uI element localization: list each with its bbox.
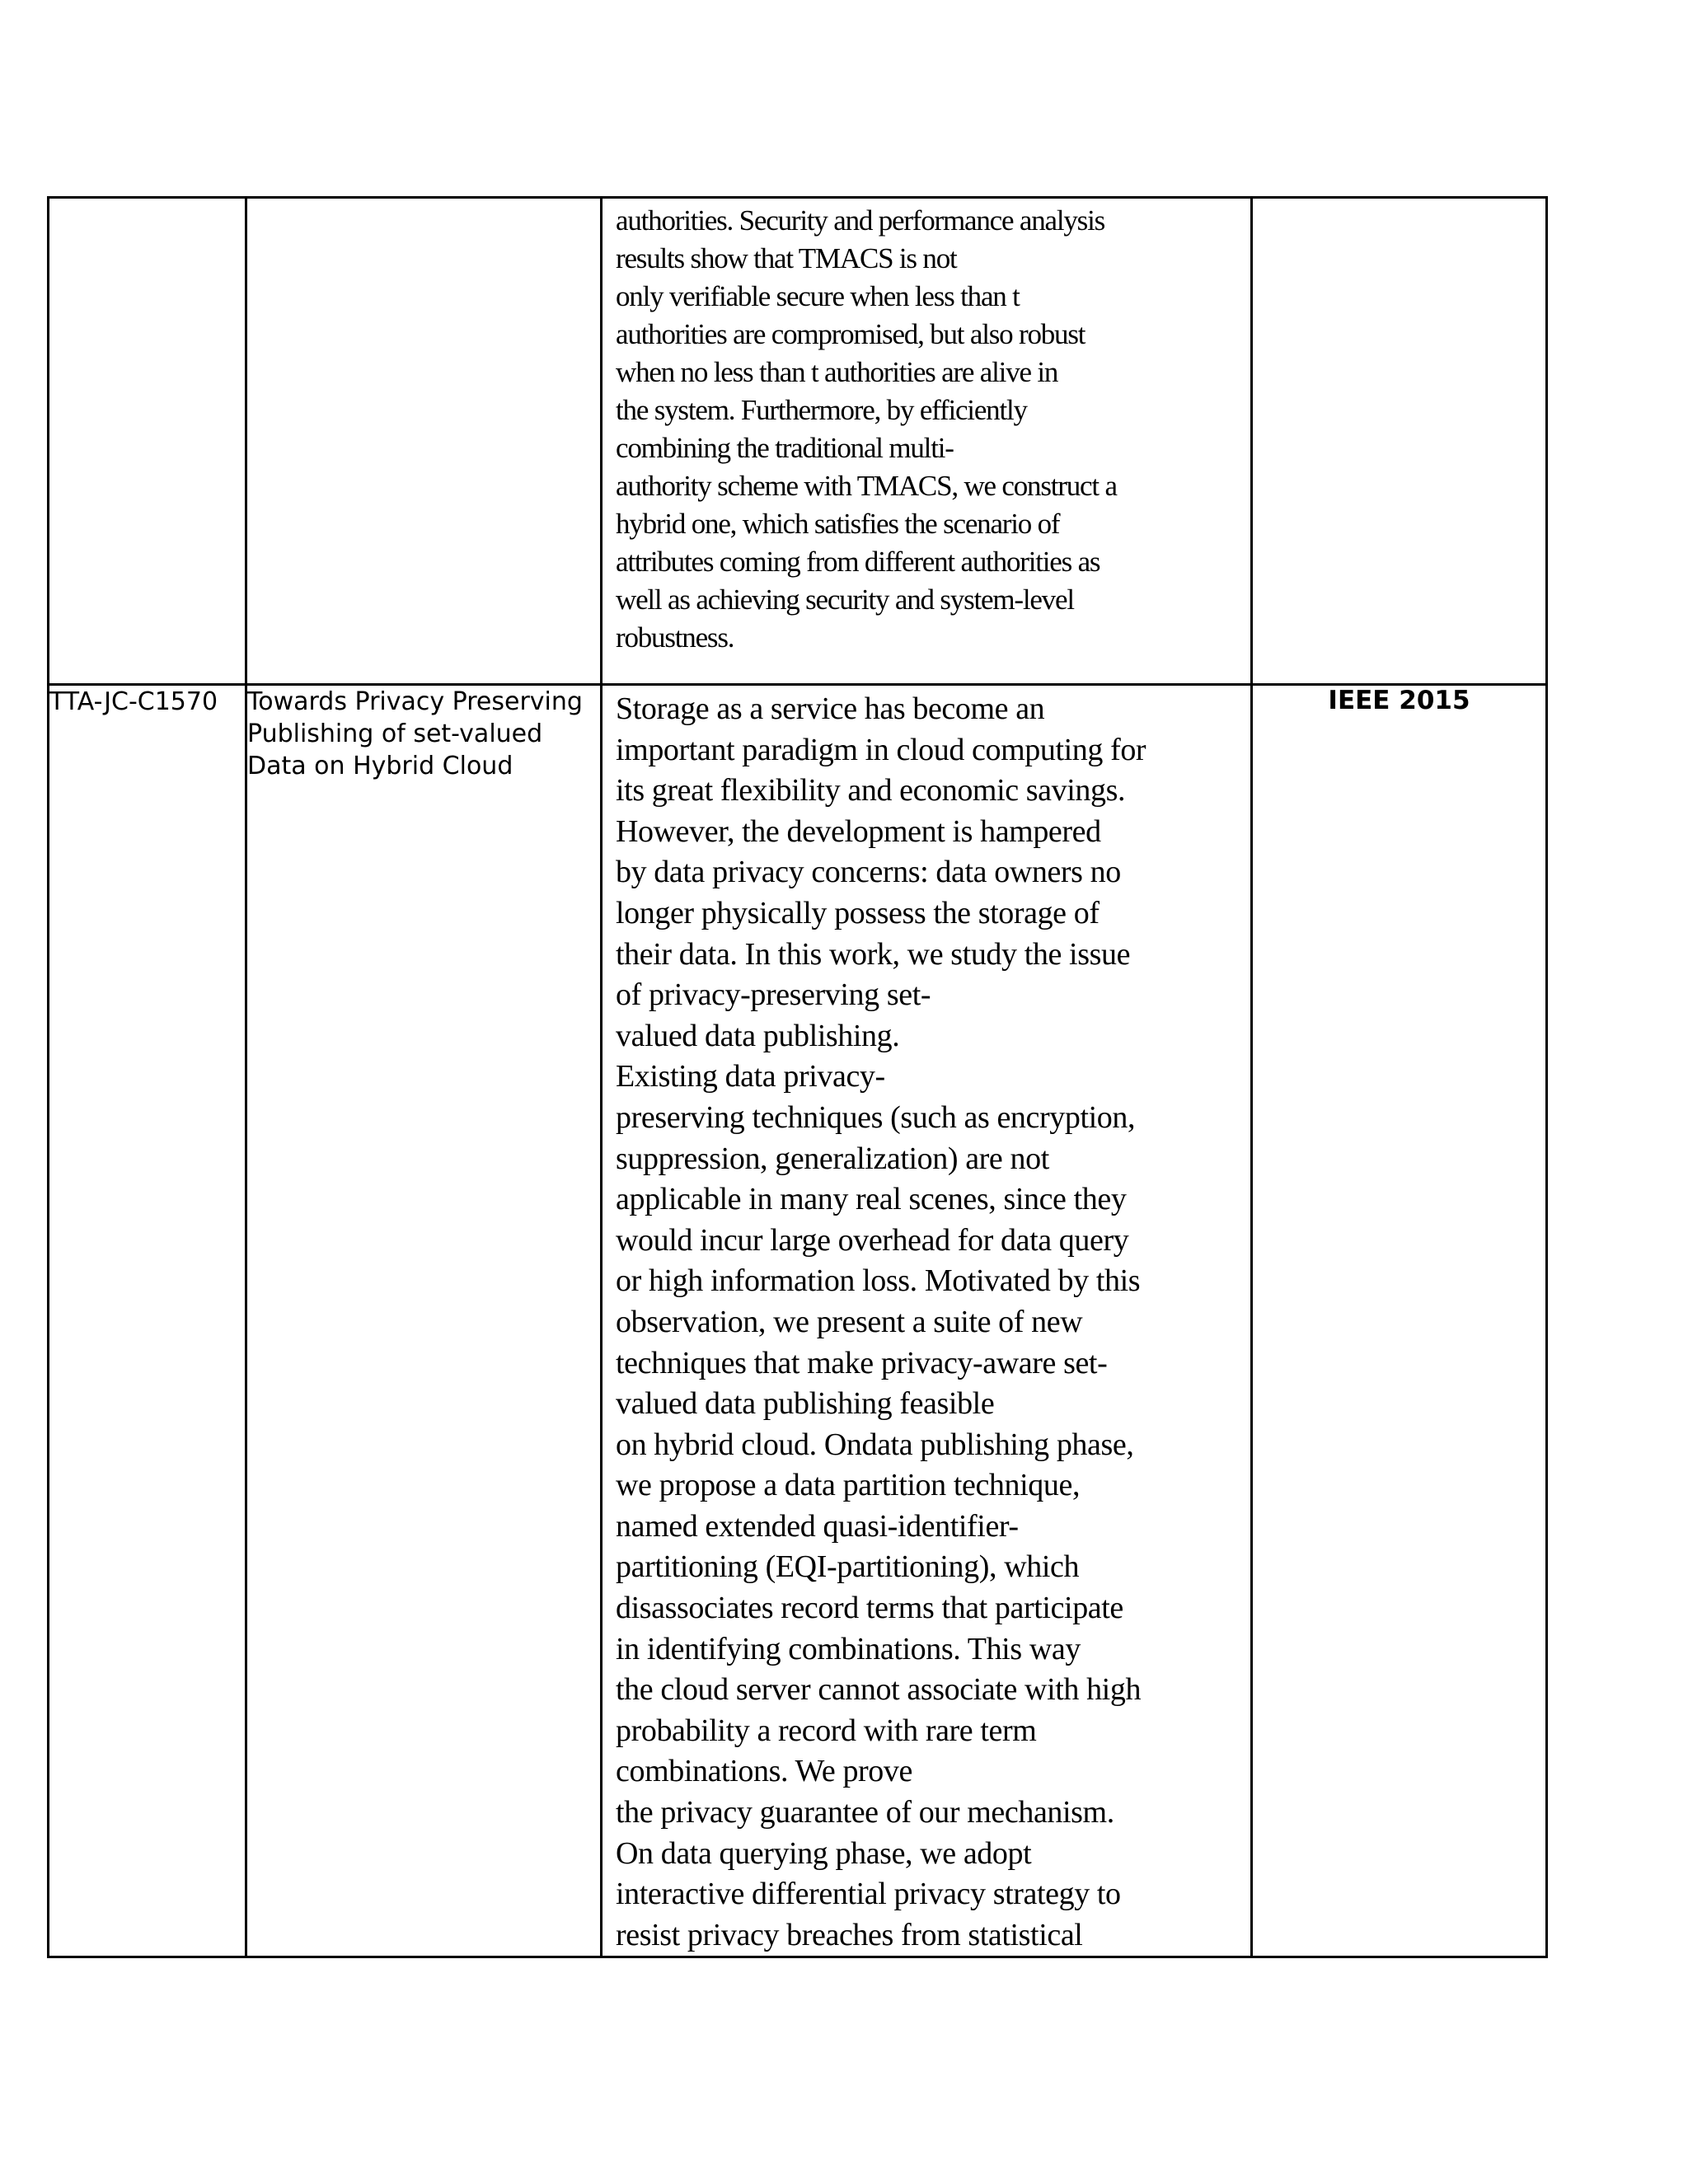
table-row bbox=[49, 685, 1547, 1957]
project-code-cell bbox=[49, 198, 246, 685]
project-code-cell: TTA-JC-C1570 bbox=[49, 685, 246, 1957]
abstract-text bbox=[603, 686, 1250, 1956]
abstract-line: authorities are compromised, but also robust bbox=[616, 318, 1085, 350]
table-row bbox=[49, 198, 1547, 685]
abstract-line: attributes coming from different authorities as bbox=[616, 546, 1100, 578]
abstract-line: named extended quasi-identifier- bbox=[616, 1508, 1019, 1544]
project-title-cell bbox=[246, 198, 602, 685]
abstract-line: important paradigm in cloud computing for bbox=[616, 732, 1146, 767]
abstract-line: resist privacy breaches from statistical bbox=[616, 1917, 1083, 1952]
abstract-line: preserving techniques (such as encryption, bbox=[616, 1099, 1136, 1135]
abstract-line: probability a record with rare term bbox=[616, 1713, 1037, 1748]
abstract-line: techniques that make privacy-aware set- bbox=[616, 1345, 1108, 1380]
abstract-line: combinations. We prove bbox=[616, 1754, 912, 1789]
abstract-line: longer physically possess the storage of bbox=[616, 895, 1100, 930]
abstract-line: only verifiable secure when less than t bbox=[616, 280, 1020, 312]
abstract-line: when no less than t authorities are alive in bbox=[616, 356, 1058, 388]
abstract-line: On data querying phase, we adopt bbox=[616, 1835, 1032, 1871]
abstract-line: valued data publishing feasible bbox=[616, 1386, 995, 1422]
abstract-line: the privacy guarantee of our mechanism. bbox=[616, 1795, 1114, 1830]
abstract-line: valued data publishing. bbox=[616, 1018, 900, 1053]
abstract-line: suppression, generalization) are not bbox=[616, 1141, 1049, 1176]
publication-year-cell: IEEE 2015 bbox=[1252, 685, 1547, 1957]
abstract-line: the system. Furthermore, by efficiently bbox=[616, 394, 1027, 426]
abstract-line: Existing data privacy- bbox=[616, 1059, 885, 1094]
abstract-line: on hybrid cloud. Ondata publishing phase, bbox=[616, 1427, 1134, 1462]
abstract-line: well as achieving security and system-level bbox=[616, 583, 1074, 616]
publication-year-cell bbox=[1252, 198, 1547, 685]
abstract-line: interactive differential privacy strategy to bbox=[616, 1877, 1121, 1912]
abstract-cell bbox=[602, 685, 1252, 1957]
abstract-line: its great flexibility and economic savings. bbox=[616, 773, 1126, 808]
abstract-line: combining the traditional multi- bbox=[616, 432, 954, 464]
abstract-line: hybrid one, which satisfies the scenario of bbox=[616, 508, 1060, 540]
abstract-line: However, the development is hampered bbox=[616, 813, 1101, 849]
document-table bbox=[47, 196, 1548, 1958]
abstract-line: would incur large overhead for data query bbox=[616, 1222, 1129, 1258]
abstract-line: observation, we present a suite of new bbox=[616, 1304, 1083, 1339]
abstract-line: partitioning (EQI-partitioning), which bbox=[616, 1549, 1080, 1585]
abstract-line: in identifying combinations. This way bbox=[616, 1631, 1081, 1666]
abstract-line: of privacy-preserving set- bbox=[616, 977, 931, 1013]
abstract-line: we propose a data partition technique, bbox=[616, 1468, 1081, 1503]
abstract-line: results show that TMACS is not bbox=[616, 242, 957, 274]
abstract-line: authorities. Security and performance analysis bbox=[616, 204, 1105, 237]
abstract-line: applicable in many real scenes, since they bbox=[616, 1182, 1127, 1217]
abstract-line: robustness. bbox=[616, 621, 734, 654]
abstract-line: their data. In this work, we study the issue bbox=[616, 936, 1131, 972]
abstract-line: by data privacy concerns: data owners no bbox=[616, 855, 1121, 890]
abstract-line: disassociates record terms that participate bbox=[616, 1591, 1123, 1626]
abstract-line: the cloud server cannot associate with high bbox=[616, 1672, 1142, 1708]
abstract-text bbox=[603, 199, 1250, 668]
abstract-line: or high information loss. Motivated by this bbox=[616, 1263, 1141, 1299]
abstract-line: authority scheme with TMACS, we construct a bbox=[616, 470, 1117, 502]
project-title-cell: Towards Privacy Preserving Publishing of set-valued Data on Hybrid Cloud bbox=[246, 685, 602, 1957]
abstract-cell bbox=[602, 198, 1252, 685]
abstract-line: Storage as a service has become an bbox=[616, 691, 1045, 726]
